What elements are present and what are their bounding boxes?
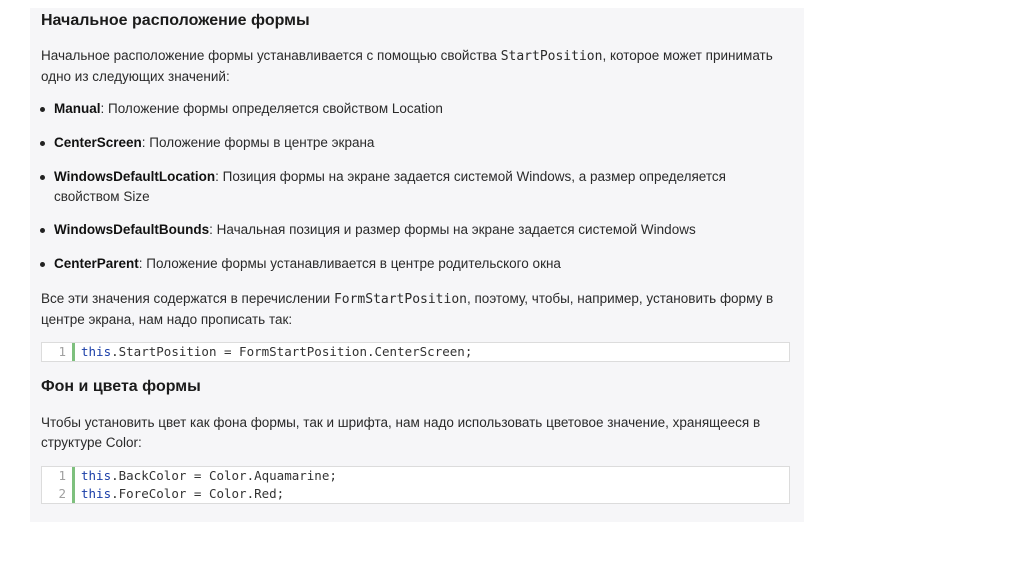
list-item-term: WindowsDefaultLocation xyxy=(54,169,216,184)
list-item xyxy=(54,220,794,240)
code-rest: .StartPosition = FormStartPosition.CenterScreen; xyxy=(111,344,473,359)
code-line xyxy=(42,485,789,503)
list-item-term: Manual xyxy=(54,101,101,116)
list-item xyxy=(54,133,794,153)
bullet-dot-icon xyxy=(40,141,45,146)
intro-text-line2: одно из следующих значений: xyxy=(41,69,230,84)
bullet-dot-icon xyxy=(40,228,45,233)
bullet-dot-icon xyxy=(40,107,45,112)
list-item xyxy=(54,99,794,119)
article-panel xyxy=(30,8,804,522)
enum-paragraph xyxy=(41,289,793,330)
bullet-dot-icon xyxy=(40,262,45,267)
code-keyword: this xyxy=(81,468,112,483)
intro-text-part1: Начальное расположение формы устанавливается с помощью свойства xyxy=(41,48,501,63)
code-line xyxy=(42,467,789,485)
line-number: 1 xyxy=(42,343,75,361)
code-rest: .BackColor = Color.Aquamarine; xyxy=(111,468,337,483)
bullet-dot-icon xyxy=(40,175,45,180)
line-number: 2 xyxy=(42,485,75,503)
section-heading-colors: Фон и цвета формы xyxy=(41,378,201,395)
list-item-desc: : Положение формы в центре экрана xyxy=(141,135,375,150)
list-item xyxy=(54,167,794,207)
inline-code-startposition: StartPosition xyxy=(500,49,603,64)
code-block-startposition xyxy=(41,342,790,362)
intro-paragraph xyxy=(41,46,793,87)
colors-text-line1: Чтобы установить цвет как фона формы, так и шрифта, нам надо использовать цветовое значение, хранящееся в xyxy=(41,415,761,430)
inline-code-formstartposition: FormStartPosition xyxy=(333,292,467,307)
list-item-desc: : Начальная позиция и размер формы на экране задается системой Windows xyxy=(209,222,696,237)
code-text xyxy=(75,467,337,485)
list-item-desc-line2: свойством Size xyxy=(54,189,150,204)
list-item xyxy=(54,254,794,274)
enum-text-part2: , поэтому, чтобы, например, установить форму в xyxy=(467,291,774,306)
code-keyword: this xyxy=(81,344,112,359)
colors-paragraph xyxy=(41,413,793,453)
code-text xyxy=(75,343,472,361)
code-keyword: this xyxy=(81,486,112,501)
list-item-term: CenterParent xyxy=(54,256,139,271)
line-number: 1 xyxy=(42,467,75,485)
intro-text-part2: , которое может принимать xyxy=(602,48,773,63)
section-heading-start-position: Начальное расположение формы xyxy=(41,12,310,29)
list-item-term: WindowsDefaultBounds xyxy=(54,222,210,237)
code-line xyxy=(42,343,789,361)
colors-text-line2: структуре Color: xyxy=(41,435,142,450)
code-rest: .ForeColor = Color.Red; xyxy=(111,486,285,501)
list-item-term: CenterScreen xyxy=(54,135,142,150)
enum-text-part1: Все эти значения содержатся в перечислении xyxy=(41,291,334,306)
code-text xyxy=(75,485,284,503)
code-block-colors xyxy=(41,466,790,504)
list-item-desc: : Позиция формы на экране задается системой Windows, а размер определяется xyxy=(215,169,726,184)
list-item-desc: : Положение формы устанавливается в центре родительского окна xyxy=(138,256,561,271)
enum-text-line2: центре экрана, нам надо прописать так: xyxy=(41,312,293,327)
list-item-desc: : Положение формы определяется свойством Location xyxy=(100,101,443,116)
